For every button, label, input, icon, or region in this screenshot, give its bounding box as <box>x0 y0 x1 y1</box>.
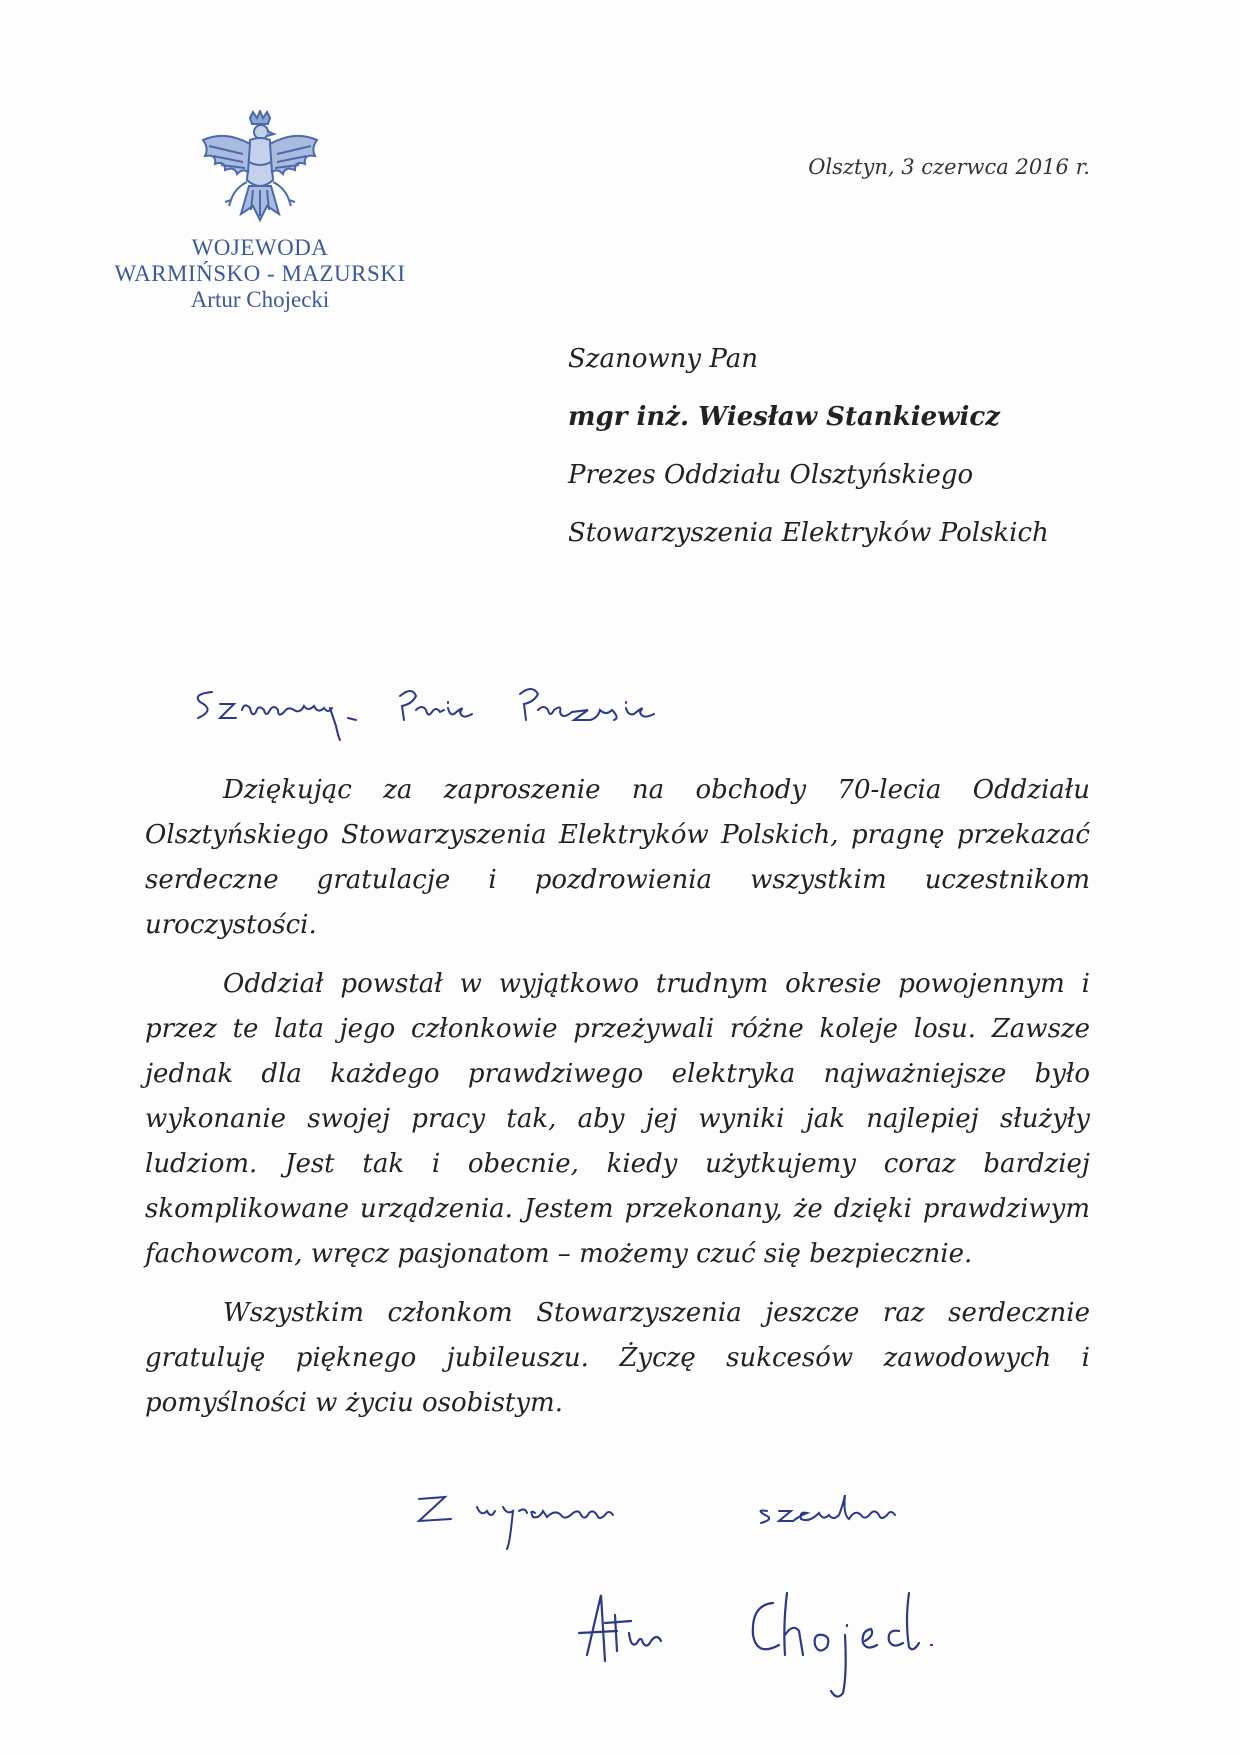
office-holder-name: Artur Chojecki <box>190 287 330 312</box>
addressee-salutation: Szanowny Pan <box>568 344 758 374</box>
signature-drawing <box>565 1585 965 1705</box>
body-paragraph: Dziękując za zaproszenie na obchody 70-lecia Oddziału Olsztyńskiego Stowarzyszenia Elektryków Polskich, pragnę przekazać serdeczne gratulacje i pozdrowienia wszystkim uczestnikom uroczystości. <box>145 775 1090 940</box>
letterhead <box>60 110 460 313</box>
polish-eagle-icon <box>195 110 325 235</box>
office-region: WARMIŃSKO - MAZURSKI <box>114 261 406 286</box>
handwritten-closing <box>415 1485 1015 1565</box>
addressee-position: Prezes Oddziału Olsztyńskiego <box>568 460 974 490</box>
letter-body <box>145 768 1090 1440</box>
letter-date: Olsztyn, 3 czerwca 2016 r. <box>808 155 1090 179</box>
addressee-organization: Stowarzyszenia Elektryków Polskich <box>568 518 1049 548</box>
signature <box>565 1585 965 1705</box>
handwritten-greeting <box>190 680 770 770</box>
handwritten-closing-drawing <box>415 1485 1015 1565</box>
body-paragraph: Wszystkim członkom Stowarzyszenia jeszcze raz serdecznie gratuluję pięknego jubileuszu. Życzę sukcesów zawodowych i pomyślności w życiu osobistym. <box>145 1298 1090 1418</box>
addressee-block <box>568 330 1049 562</box>
addressee-name: mgr inż. Wiesław Stankiewicz <box>568 402 1000 432</box>
body-paragraph: Oddział powstał w wyjątkowo trudnym okresie powojennym i przez te lata jego członkowie przeżywali różne koleje losu. Zawsze jednak dla każdego prawdziwego elektryka najważniejsze było wykonanie swojej pracy tak, aby jej wyniki jak najlepiej służyły ludziom. Jest tak i obecnie, kiedy użytkujemy coraz bardziej skomplikowane urządzenia. Jestem przekonany, że dzięki prawdziwym fachowcom, wręcz pasjonatom – możemy czuć się bezpiecznie. <box>145 969 1090 1269</box>
office-title: WOJEWODA <box>191 235 329 260</box>
handwritten-greeting-drawing <box>190 680 770 770</box>
